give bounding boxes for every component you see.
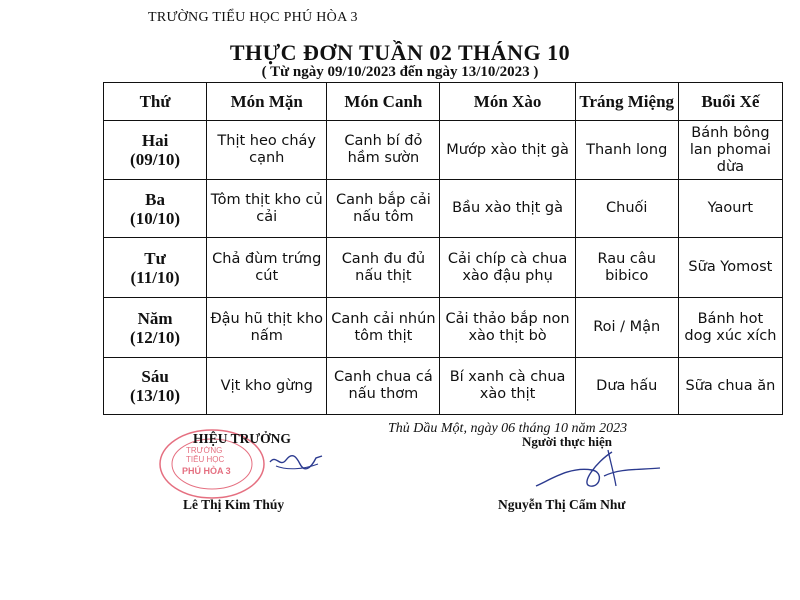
- principal-title: HIỆU TRƯỞNG: [193, 431, 291, 446]
- day-cell: [104, 298, 207, 358]
- svg-text:TRƯỜNG: TRƯỜNG: [186, 446, 223, 455]
- page-title: THỰC ĐƠN TUẦN 02 THÁNG 10: [229, 40, 571, 65]
- table-row: [104, 121, 783, 180]
- day-date: (11/10): [130, 267, 180, 287]
- day-name: Sáu: [141, 367, 169, 386]
- mon-canh-cell: Canh đu đủ nấu thịt: [327, 238, 440, 298]
- date-range: ( Từ ngày 09/10/2023 đến ngày 13/10/2023 ): [261, 64, 539, 80]
- mon-canh-cell: Canh bí đỏ hầm sườn: [327, 121, 440, 180]
- svg-text:TIỂU HỌC: TIỂU HỌC: [186, 455, 225, 464]
- trang-mieng-cell: Thanh long: [575, 121, 678, 180]
- principal-name: Lê Thị Kim Thúy: [183, 497, 285, 512]
- header-mon-xao: Món Xào: [440, 83, 575, 121]
- mon-canh-cell: Canh cải nhún tôm thịt: [327, 298, 440, 358]
- table-header-row: [104, 83, 783, 121]
- day-date: (12/10): [130, 327, 181, 347]
- day-cell: [104, 180, 207, 238]
- mon-xao-cell: Cải chíp cà chua xào đậu phụ: [440, 238, 575, 298]
- day-date: (13/10): [130, 386, 181, 405]
- preparer-signature: [530, 446, 670, 496]
- header-trang-mieng: Tráng Miệng: [575, 83, 678, 121]
- mon-man-cell: Vịt kho gừng: [207, 358, 327, 415]
- mon-canh-cell: Canh bắp cải nấu tôm: [327, 180, 440, 238]
- menu-table: [103, 82, 783, 415]
- buoi-xe-cell: Sữa chua ăn: [678, 358, 782, 415]
- header-buoi-xe: Buổi Xế: [678, 83, 782, 121]
- buoi-xe-cell: Yaourt: [678, 180, 782, 238]
- mon-man-cell: Thịt heo cháy cạnh: [207, 121, 327, 180]
- mon-xao-cell: Bí xanh cà chua xào thịt: [440, 358, 575, 415]
- header-mon-canh: Món Canh: [327, 83, 440, 121]
- trang-mieng-cell: Chuối: [575, 180, 678, 238]
- mon-man-cell: Đậu hũ thịt kho nấm: [207, 298, 327, 358]
- trang-mieng-cell: Roi / Mận: [575, 298, 678, 358]
- table-row: [104, 180, 783, 238]
- table-row: [104, 238, 783, 298]
- mon-xao-cell: Bầu xào thịt gà: [440, 180, 575, 238]
- table-row: [104, 358, 783, 415]
- day-cell: [104, 238, 207, 298]
- place-date: Thủ Dầu Một, ngày 06 tháng 10 năm 2023: [388, 421, 628, 436]
- buoi-xe-cell: Bánh bông lan phomai dừa: [678, 121, 782, 180]
- buoi-xe-cell: Bánh hot dog xúc xích: [678, 298, 782, 358]
- mon-xao-cell: Cải thảo bắp non xào thịt bò: [440, 298, 575, 358]
- school-name: TRƯỜNG TIỂU HỌC PHÚ HÒA 3: [148, 10, 358, 25]
- header-mon-man: Món Mặn: [207, 83, 327, 121]
- day-date: (09/10): [130, 150, 181, 169]
- day-name: Tư: [144, 248, 166, 268]
- principal-signature: [266, 448, 326, 474]
- table-row: [104, 298, 783, 358]
- day-name: Hai: [141, 131, 169, 150]
- day-cell: [104, 358, 207, 415]
- mon-man-cell: Chả đùm trứng cút: [207, 238, 327, 298]
- preparer-name: Nguyễn Thị Cẩm Như: [498, 497, 626, 512]
- mon-xao-cell: Mướp xào thịt gà: [440, 121, 575, 180]
- header-thu: Thứ: [104, 83, 207, 121]
- svg-text:PHÚ HÒA 3: PHÚ HÒA 3: [182, 466, 231, 476]
- day-name: Năm: [137, 308, 173, 328]
- day-name: Ba: [145, 189, 165, 209]
- day-cell: [104, 121, 207, 180]
- trang-mieng-cell: Dưa hấu: [575, 358, 678, 415]
- trang-mieng-cell: Rau câu bibico: [575, 238, 678, 298]
- buoi-xe-cell: Sữa Yomost: [678, 238, 782, 298]
- mon-canh-cell: Canh chua cá nấu thơm: [327, 358, 440, 415]
- mon-man-cell: Tôm thịt kho củ cải: [207, 180, 327, 238]
- preparer-title: Người thực hiện: [522, 434, 612, 449]
- day-date: (10/10): [130, 208, 181, 228]
